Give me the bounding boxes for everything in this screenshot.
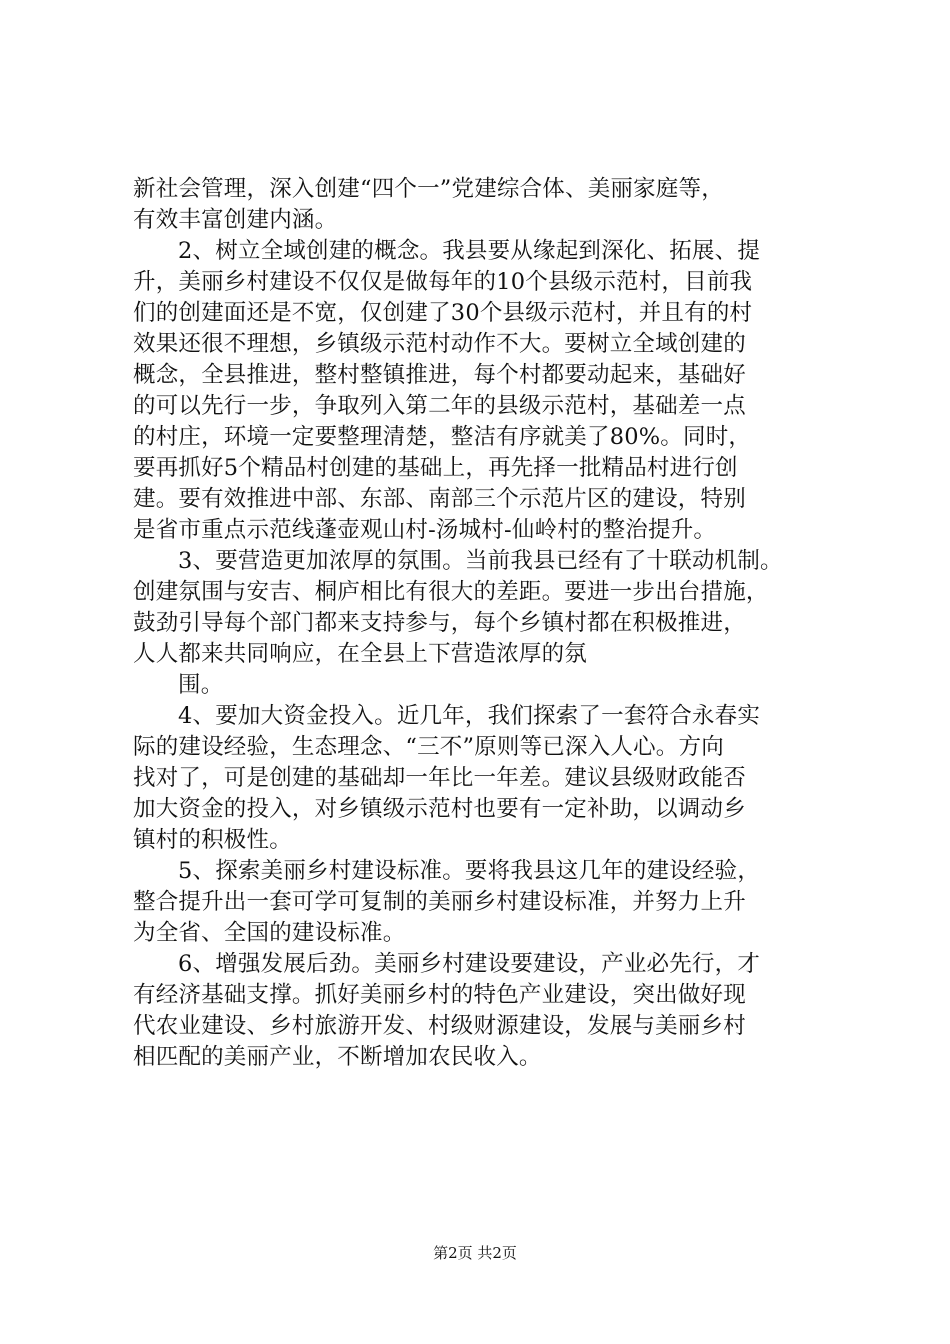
text-line: 际的建设经验，生态理念、“三不”原则等已深入人心。方向 [133,734,724,760]
text-line: 的村庄，环境一定要整理清楚，整洁有序就美了80%。同时， [133,424,752,450]
text-line: 的可以先行一步，争取列入第二年的县级示范村，基础差一点 [133,393,746,419]
text-line: 找对了，可是创建的基础却一年比一年差。建议县级财政能否 [133,765,746,791]
page-footer: 第2页 共2页 [433,1244,517,1262]
text-line: 升，美丽乡村建设不仅仅是做每年的10个县级示范村，目前我 [133,269,753,295]
text-line: 加大资金的投入，对乡镇级示范村也要有一定补助，以调动乡 [133,796,746,822]
text-line: 是省市重点示范线蓬壶观山村-汤城村-仙岭村的整治提升。 [133,517,717,543]
document-body [133,174,833,1073]
text-line: 整合提升出一套可学可复制的美丽乡村建设标准，并努力上升 [133,889,746,915]
text-line: 代农业建设、乡村旅游开发、村级财源建设，发展与美丽乡村 [133,1013,746,1039]
text-line: 效果还很不理想，乡镇级示范村动作不大。要树立全域创建的 [133,331,746,357]
text-line: 4、要加大资金投入。近几年，我们探索了一套符合永春实 [178,703,761,729]
text-line: 3、要营造更加浓厚的氛围。当前我县已经有了十联动机制。 [178,548,783,574]
text-line: 6、增强发展后劲。美丽乡村建设要建设，产业必先行，才 [178,951,761,977]
text-line: 围。 [178,672,224,698]
text-line: 新社会管理，深入创建“四个一”党建综合体、美丽家庭等， [133,176,724,202]
text-line: 2、树立全域创建的概念。我县要从缘起到深化、拓展、提 [178,238,761,264]
text-line: 概念，全县推进，整村整镇推进，每个村都要动起来，基础好 [133,362,746,388]
text-line: 鼓劲引导每个部门都来支持参与，每个乡镇村都在积极推进， [133,610,746,636]
text-line: 建。要有效推进中部、东部、南部三个示范片区的建设，特别 [133,486,746,512]
text-line: 人人都来共同响应，在全县上下营造浓厚的氛 [133,641,588,667]
text-line: 镇村的积极性。 [133,827,292,853]
text-line: 有效丰富创建内涵。 [133,207,338,233]
text-line: 们的创建面还是不宽，仅创建了30个县级示范村，并且有的村 [133,300,753,326]
text-line: 有经济基础支撑。抓好美丽乡村的特色产业建设，突出做好现 [133,982,746,1008]
text-line: 要再抓好5个精品村创建的基础上，再先择一批精品村进行创 [133,455,738,481]
text-line: 相匹配的美丽产业，不断增加农民收入。 [133,1044,542,1070]
text-line: 5、探索美丽乡村建设标准。要将我县这几年的建设经验， [178,858,761,884]
text-line: 创建氛围与安吉、桐庐相比有很大的差距。要进一步出台措施， [133,579,769,605]
text-line: 为全省、全国的建设标准。 [133,920,406,946]
